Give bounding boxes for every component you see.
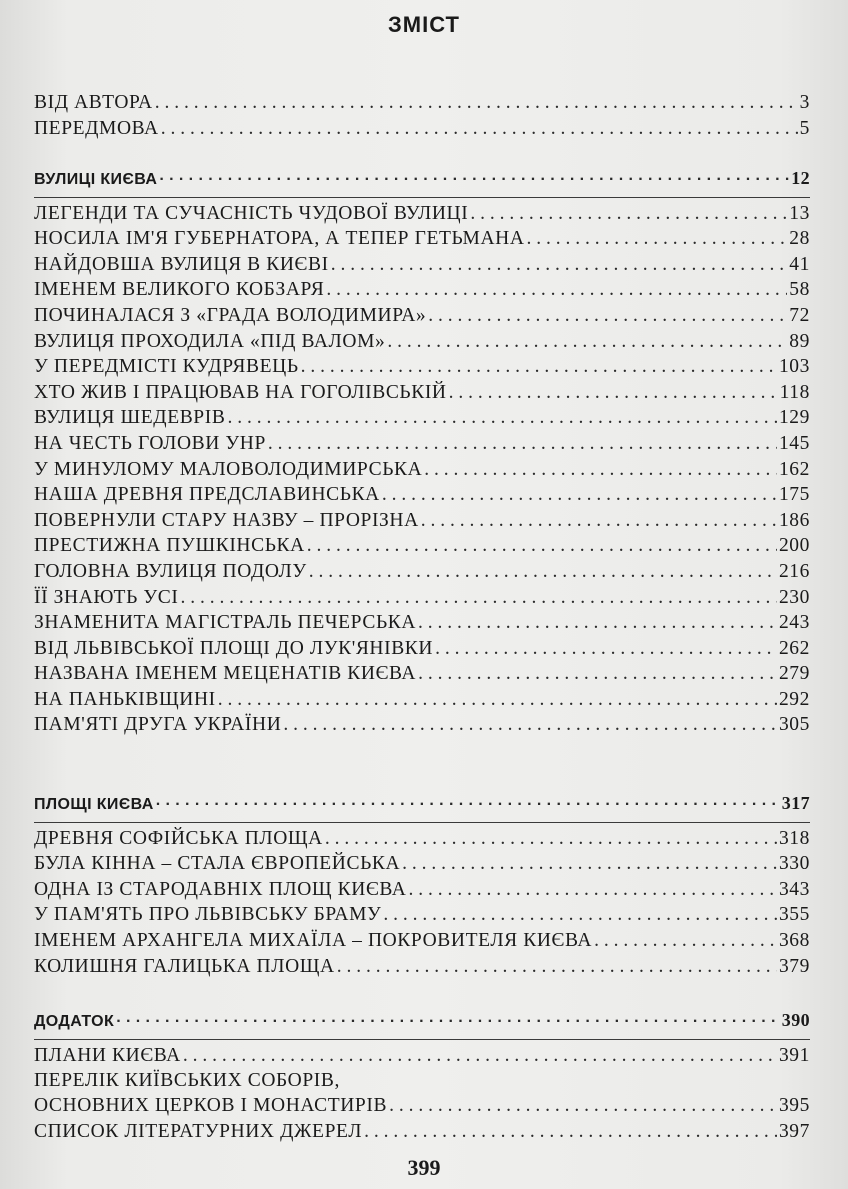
toc-entry-page: 318 (778, 827, 810, 849)
leader-dots (594, 930, 777, 952)
leader-dots (309, 561, 777, 583)
toc-entry-label: НА ЧЕСТЬ ГОЛОВИ УНР (34, 432, 266, 454)
toc-entry-label: НАЙДОВША ВУЛИЦЯ В КИЄВІ (34, 253, 329, 275)
leader-dots (470, 203, 787, 225)
toc-entry (34, 663, 810, 689)
toc-entry (34, 382, 810, 408)
toc-entry (34, 689, 810, 715)
section-heading-page: 12 (791, 168, 810, 188)
section-rule (34, 1039, 810, 1040)
toc-entry (34, 561, 810, 587)
toc-entry (34, 118, 810, 144)
toc-entry-label: ВУЛИЦЯ ШЕДЕВРІВ (34, 407, 226, 429)
toc-entry-page: 145 (778, 432, 810, 454)
toc-entry-page: 243 (778, 612, 810, 634)
toc-entry-page: 200 (778, 535, 810, 557)
leader-dots (180, 587, 776, 609)
section-heading-page: 317 (781, 793, 810, 813)
toc-entry-page: 279 (778, 663, 810, 685)
leader-dots (218, 689, 777, 711)
toc-entry (34, 356, 810, 382)
section-heading-label: ПЛОЩІ КИЄВА (34, 796, 154, 813)
toc-entry-label: НА ПАНЬКІВЩИНІ (34, 688, 216, 710)
toc-entry (34, 1121, 810, 1147)
toc-entry (34, 1095, 810, 1121)
toc-entry-label: ІМЕНЕМ ВЕЛИКОГО КОБЗАРЯ (34, 279, 325, 301)
toc-entry-label: ДРЕВНЯ СОФІЙСЬКА ПЛОЩА (34, 827, 323, 849)
section-heading-label: ДОДАТОК (34, 1013, 115, 1030)
leader-dots (307, 535, 777, 557)
toc-entry (34, 904, 810, 930)
toc-entry-label: ІМЕНЕМ АРХАНГЕЛА МИХАЇЛА – ПОКРОВИТЕЛЯ КИЄВА (34, 929, 593, 951)
toc-entry-page: 129 (778, 407, 810, 429)
leader-dots (161, 118, 798, 140)
toc-entry-label: ПЕРЕДМОВА (34, 117, 159, 139)
toc-entry-page: 305 (778, 714, 810, 736)
toc-entry-label: ПРЕСТИЖНА ПУШКІНСЬКА (34, 535, 305, 557)
section-heading (34, 793, 810, 819)
leader-dots (331, 254, 788, 276)
toc-entry-label: НОСИЛА ІМ'Я ГУБЕРНАТОРА, А ТЕПЕР ГЕТЬМАНА (34, 228, 525, 250)
toc-entry (34, 879, 810, 905)
leader-dots (159, 171, 789, 189)
leader-dots (383, 904, 777, 926)
toc-entry-page: 103 (778, 356, 810, 378)
toc-entry-label: У ПЕРЕДМІСТІ КУДРЯВЕЦЬ (34, 356, 299, 378)
toc-section-appendix (34, 1010, 810, 1146)
leader-dots (421, 510, 777, 532)
toc-entry (34, 203, 810, 229)
leader-dots (418, 663, 777, 685)
toc-entry-label: НАЗВАНА ІМЕНЕМ МЕЦЕНАТІВ КИЄВА (34, 663, 417, 685)
leader-dots (326, 279, 787, 301)
toc-entry-label: ПАМ'ЯТІ ДРУГА УКРАЇНИ (34, 714, 282, 736)
toc-entry-page: 89 (789, 330, 810, 352)
leader-dots (364, 1121, 777, 1143)
page-number: 399 (407, 1155, 441, 1180)
toc-entry-page: 330 (778, 853, 810, 875)
leader-dots (402, 853, 777, 875)
toc-entry-label: ВІД АВТОРА (34, 92, 153, 113)
page-title: ЗМІСТ (388, 12, 460, 37)
toc-entry-page: 391 (778, 1044, 810, 1066)
toc-entry (34, 1045, 810, 1071)
toc-entry (34, 535, 810, 561)
toc-entry-page: 72 (789, 304, 810, 326)
toc-entry-label: У ПАМ'ЯТЬ ПРО ЛЬВІВСЬКУ БРАМУ (34, 904, 382, 926)
leader-dots (428, 305, 787, 327)
toc-section-squares (34, 793, 810, 981)
section-heading (34, 168, 810, 194)
toc-entry-page: 379 (778, 955, 810, 977)
toc-entry (34, 305, 810, 331)
toc-entry-label: ГОЛОВНА ВУЛИЦЯ ПОДОЛУ (34, 560, 307, 582)
toc-entry (34, 459, 810, 485)
toc-entry-label: ЗНАМЕНИТА МАГІСТРАЛЬ ПЕЧЕРСЬКА (34, 612, 417, 634)
toc-list (34, 1045, 810, 1147)
toc-entry-label: БУЛА КІННА – СТАЛА ЄВРОПЕЙСЬКА (34, 853, 401, 875)
leader-dots (155, 92, 798, 114)
leader-dots (424, 459, 777, 481)
leader-dots (283, 714, 777, 736)
toc-entry-page: 186 (778, 509, 810, 531)
toc-entry (34, 407, 810, 433)
toc-entry (34, 510, 810, 536)
toc-section-streets (34, 168, 810, 740)
toc-entry-page: 28 (789, 228, 810, 250)
section-heading-page: 390 (781, 1010, 810, 1030)
toc-entry (34, 254, 810, 280)
toc-intro (34, 92, 810, 143)
toc-entry-label: ПОВЕРНУЛИ СТАРУ НАЗВУ – ПРОРІЗНА (34, 509, 419, 531)
section-rule (34, 822, 810, 823)
toc-list (34, 828, 810, 982)
toc-entry (34, 92, 810, 118)
toc-entry (34, 956, 810, 982)
toc-entry-label: ПЕРЕЛІК КИЇВСЬКИХ СОБОРІВ, (34, 1070, 340, 1092)
section-heading-label: ВУЛИЦІ КИЄВА (34, 171, 158, 188)
leader-dots (418, 612, 777, 634)
leader-dots (435, 638, 777, 660)
leader-dots (527, 228, 788, 250)
toc-entry-page: 5 (799, 117, 810, 139)
toc-entry (34, 484, 810, 510)
toc-entry (34, 331, 810, 357)
toc-entry (34, 930, 810, 956)
toc-entry (34, 638, 810, 664)
leader-dots (389, 1095, 777, 1117)
section-heading (34, 1010, 810, 1036)
toc-entry-page: 3 (799, 92, 810, 113)
toc-entry-page: 162 (778, 458, 810, 480)
leader-dots (382, 484, 777, 506)
toc-entry-page: 292 (778, 688, 810, 710)
toc-entry-label: ПОЧИНАЛАСЯ З «ГРАДА ВОЛОДИМИРА» (34, 304, 427, 326)
toc-list (34, 203, 810, 740)
toc-entry-page: 397 (778, 1120, 810, 1142)
section-rule (34, 197, 810, 198)
toc-entry (34, 828, 810, 854)
toc-entry-label: ВУЛИЦЯ ПРОХОДИЛА «ПІД ВАЛОМ» (34, 330, 386, 352)
toc-entry-page: 41 (789, 253, 810, 275)
leader-dots (409, 879, 777, 901)
toc-entry (34, 853, 810, 879)
toc-entry-label: ЛЕГЕНДИ ТА СУЧАСНІСТЬ ЧУДОВОЇ ВУЛИЦІ (34, 202, 469, 224)
leader-dots (301, 356, 777, 378)
toc-entry-label: ЇЇ ЗНАЮТЬ УСІ (34, 586, 179, 608)
toc-entry-label: КОЛИШНЯ ГАЛИЦЬКА ПЛОЩА (34, 955, 335, 977)
toc-entry-label: ХТО ЖИВ І ПРАЦЮВАВ НА ГОГОЛІВСЬКІЙ (34, 381, 447, 403)
leader-dots (337, 956, 777, 978)
toc-entry (34, 228, 810, 254)
toc-entry (34, 612, 810, 638)
toc-entry-page: 118 (779, 381, 810, 403)
toc-entry-label: У МИНУЛОМУ МАЛОВОЛОДИМИРСЬКА (34, 458, 423, 480)
toc-entry-label: ВІД ЛЬВІВСЬКОЇ ПЛОЩІ ДО ЛУК'ЯНІВКИ (34, 637, 434, 659)
leader-dots (325, 828, 777, 850)
toc-entry-page: 343 (778, 878, 810, 900)
toc-entry-page: 262 (778, 637, 810, 659)
toc-entry (34, 587, 810, 613)
leader-dots (227, 407, 776, 429)
toc-entry-page: 175 (778, 484, 810, 506)
leader-dots (449, 382, 778, 404)
toc-entry-page: 58 (789, 279, 810, 301)
toc-entry-page: 216 (778, 560, 810, 582)
toc-entry (34, 1070, 810, 1095)
toc-entry-label: ОСНОВНИХ ЦЕРКОВ І МОНАСТИРІВ (34, 1095, 388, 1117)
toc-entry-page: 13 (789, 202, 810, 224)
toc-entry-label: ОДНА ІЗ СТАРОДАВНІХ ПЛОЩ КИЄВА (34, 878, 407, 900)
toc-entry-page: 395 (778, 1095, 810, 1117)
leader-dots (183, 1045, 777, 1067)
toc-entry-page: 355 (778, 904, 810, 926)
toc-entry (34, 279, 810, 305)
leader-dots (387, 331, 787, 353)
toc-entry-label: СПИСОК ЛІТЕРАТУРНИХ ДЖЕРЕЛ (34, 1120, 363, 1142)
leader-dots (116, 1013, 780, 1031)
leader-dots (156, 796, 780, 814)
toc-entry (34, 433, 810, 459)
leader-dots (268, 433, 777, 455)
toc-entry-label: НАША ДРЕВНЯ ПРЕДСЛАВИНСЬКА (34, 484, 380, 506)
toc-entry-page: 368 (778, 929, 810, 951)
toc-entry-label: ПЛАНИ КИЄВА (34, 1044, 181, 1066)
toc-entry (34, 714, 810, 740)
toc-entry-page: 230 (778, 586, 810, 608)
